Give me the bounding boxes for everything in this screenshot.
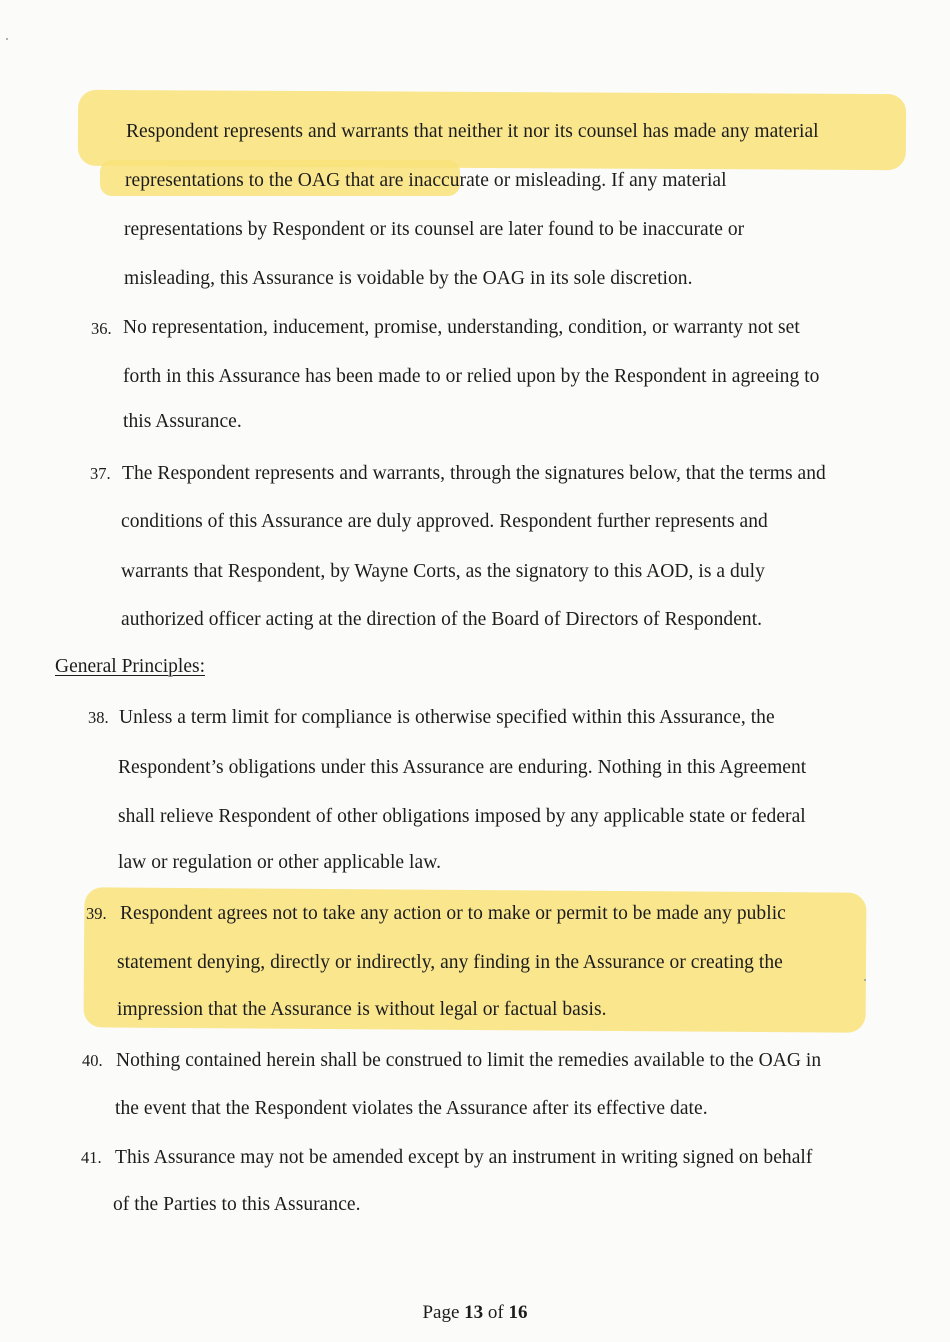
paragraph-40-number: 40. xyxy=(82,1051,103,1070)
paragraph-37-line-2: conditions of this Assurance are duly approved. Respondent further represents and xyxy=(121,511,768,532)
paragraph-39-line-2: statement denying, directly or indirectly, any finding in the Assurance or creating the xyxy=(117,952,783,973)
paragraph-38-line-4: law or regulation or other applicable law. xyxy=(118,852,442,873)
paragraph-36-line-1: No representation, inducement, promise, understanding, condition, or warranty not set xyxy=(123,317,800,338)
paragraph-38-line-3: shall relieve Respondent of other obligations imposed by any applicable state or federal xyxy=(118,806,806,827)
paragraph-37-number: 37. xyxy=(90,464,111,483)
paragraph-35-line-1: Respondent represents and warrants that neither it nor its counsel has made any material xyxy=(126,121,819,142)
paragraph-38-number: 38. xyxy=(88,708,109,727)
footer-page-label: Page xyxy=(422,1302,460,1323)
paragraph-35-line-3: representations by Respondent or its counsel are later found to be inaccurate or xyxy=(124,219,745,240)
page-footer xyxy=(0,1301,950,1325)
section-heading-general-principles: General Principles: xyxy=(55,656,205,677)
scan-speck xyxy=(6,38,8,40)
paragraph-37-line-1: The Respondent represents and warrants, through the signatures below, that the terms and xyxy=(122,463,826,484)
paragraph-39-line-3: impression that the Assurance is without legal or factual basis. xyxy=(117,999,607,1020)
paragraph-39-line-1: Respondent agrees not to take any action or to make or permit to be made any public xyxy=(120,903,786,924)
scan-speck xyxy=(864,979,866,981)
paragraph-35-line-4: misleading, this Assurance is voidable by the OAG in its sole discretion. xyxy=(124,268,693,289)
footer-page-number: 13 xyxy=(464,1302,484,1323)
paragraph-36-line-3: this Assurance. xyxy=(123,411,242,432)
paragraph-36-line-2: forth in this Assurance has been made to or relied upon by the Respondent in agreeing to xyxy=(123,366,820,387)
paragraph-40-line-1: Nothing contained herein shall be construed to limit the remedies available to the OAG in xyxy=(116,1050,822,1071)
footer-of-label: of xyxy=(487,1302,504,1323)
paragraph-40-line-2: the event that the Respondent violates the Assurance after its effective date. xyxy=(115,1098,708,1119)
paragraph-36-number: 36. xyxy=(91,319,112,338)
paragraph-41-line-1: This Assurance may not be amended except by an instrument in writing signed on behalf xyxy=(115,1147,813,1168)
paragraph-37-line-3: warrants that Respondent, by Wayne Corts, as the signatory to this AOD, is a duly xyxy=(121,561,765,582)
paragraph-35-line-2: representations to the OAG that are inaccurate or misleading. If any material xyxy=(125,170,727,191)
paragraph-41-line-2: of the Parties to this Assurance. xyxy=(113,1194,361,1215)
footer-page-total: 16 xyxy=(508,1302,528,1323)
paragraph-38-line-2: Respondent’s obligations under this Assurance are enduring. Nothing in this Agreement xyxy=(118,757,807,778)
paragraph-37-line-4: authorized officer acting at the direction of the Board of Directors of Respondent. xyxy=(121,609,763,630)
paragraph-41-number: 41. xyxy=(81,1148,102,1167)
paragraph-38-line-1: Unless a term limit for compliance is otherwise specified within this Assurance, the xyxy=(119,707,775,728)
paragraph-39-number: 39. xyxy=(86,904,107,923)
